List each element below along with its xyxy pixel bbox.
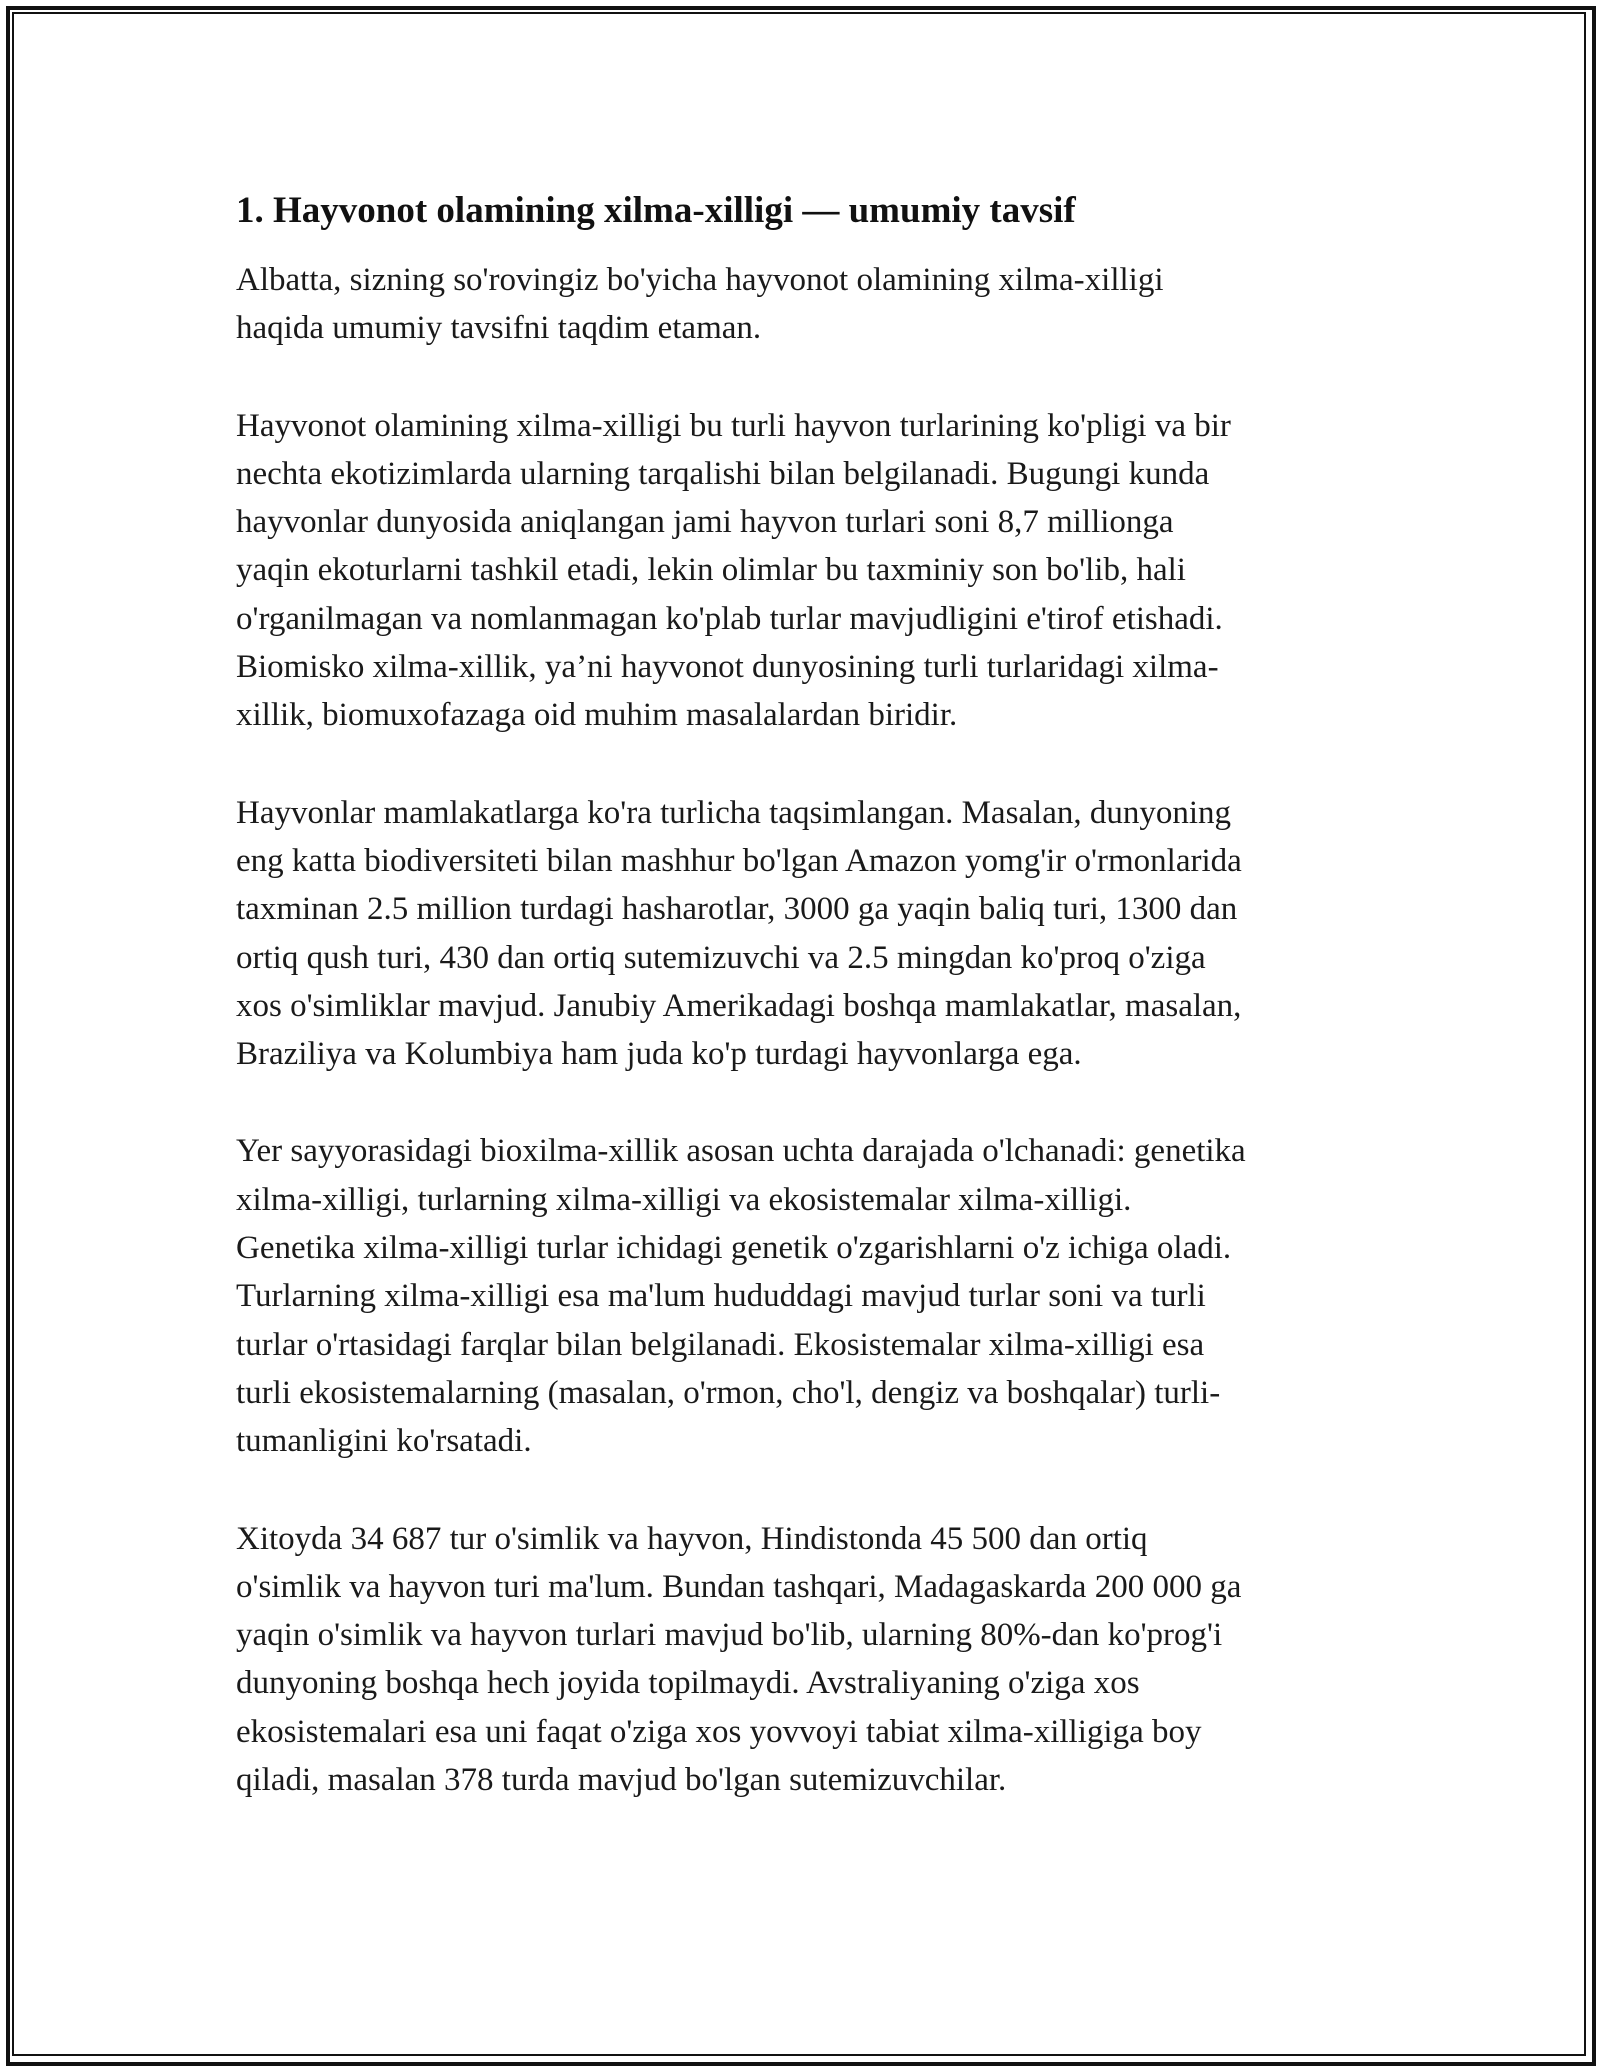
paragraph-line: ekosistemalari esa uni faqat o'ziga xos yovvoyi tabiat xilma-xilligiga boy — [236, 1713, 1202, 1750]
paragraph-line: yaqin ekoturlarni tashkil etadi, lekin olimlar bu taxminiy son bo'lib, hali — [236, 552, 1186, 589]
paragraph-line: turli ekosistemalarning (masalan, o'rmon, cho'l, dengiz va boshqalar) turli- — [236, 1374, 1221, 1411]
paragraph-line: taxminan 2.5 million turdagi hasharotlar, 3000 ga yaqin baliq turi, 1300 dan — [236, 891, 1238, 928]
paragraph-line: haqida umumiy tavsifni taqdim etaman. — [236, 310, 762, 347]
paragraph-line: ortiq qush turi, 430 dan ortiq sutemizuvchi va 2.5 mingdan ko'proq o'ziga — [236, 939, 1206, 976]
paragraph-line: Xitoyda 34 687 tur o'simlik va hayvon, Hindistonda 45 500 dan ortiq — [236, 1520, 1148, 1557]
paragraph-line: Genetika xilma-xilligi turlar ichidagi genetik o'zgarishlarni o'z ichiga oladi. — [236, 1230, 1232, 1267]
paragraph-line: hayvonlar dunyosida aniqlangan jami hayvon turlari soni 8,7 millionga — [236, 504, 1174, 541]
section-heading: 1. Hayvonot olamining xilma-xilligi — umumiy tavsif — [236, 190, 1076, 231]
body-paragraph — [236, 402, 1376, 740]
paragraph-line: o'simlik va hayvon turi ma'lum. Bundan tashqari, Madagaskarda 200 000 ga — [236, 1568, 1242, 1605]
paragraph-line: Hayvonlar mamlakatlarga ko'ra turlicha taqsimlangan. Masalan, dunyoning — [236, 794, 1232, 831]
document-body — [236, 186, 1376, 1853]
body-paragraph — [236, 256, 1376, 353]
body-paragraph — [236, 1515, 1376, 1805]
paragraph-line: qiladi, masalan 378 turda mavjud bo'lgan sutemizuvchilar. — [236, 1762, 1007, 1799]
paragraph-list — [236, 256, 1376, 1804]
paragraph-line: Yer sayyorasidagi bioxilma-xillik asosan uchta darajada o'lchanadi: genetika — [236, 1133, 1246, 1170]
paragraph-line: yaqin o'simlik va hayvon turlari mavjud bo'lib, ularning 80%-dan ko'prog'i — [236, 1617, 1223, 1654]
paragraph-line: turlar o'rtasidagi farqlar bilan belgilanadi. Ekosistemalar xilma-xilligi esa — [236, 1326, 1205, 1363]
paragraph-line: Biomisko xilma-xillik, ya’ni hayvonot dunyosining turli turlaridagi xilma- — [236, 649, 1219, 686]
paragraph-line: Turlarning xilma-xilligi esa ma'lum hududdagi mavjud turlar soni va turli — [236, 1278, 1206, 1315]
paragraph-line: xos o'simliklar mavjud. Janubiy Amerikadagi boshqa mamlakatlar, masalan, — [236, 987, 1242, 1024]
paragraph-line: nechta ekotizimlarda ularning tarqalishi bilan belgilanadi. Bugungi kunda — [236, 455, 1210, 492]
body-paragraph — [236, 1127, 1376, 1465]
paragraph-line: dunyoning boshqa hech joyida topilmaydi. Avstraliyaning o'ziga xos — [236, 1665, 1140, 1702]
paragraph-line: tumanligini ko'rsatadi. — [236, 1423, 532, 1460]
body-paragraph — [236, 789, 1376, 1079]
paragraph-line: eng katta biodiversiteti bilan mashhur bo'lgan Amazon yomg'ir o'rmonlarida — [236, 842, 1242, 879]
paragraph-line: o'rganilmagan va nomlanmagan ko'plab turlar mavjudligini e'tirof etishadi. — [236, 600, 1223, 637]
paragraph-line: xillik, biomuxofazaga oid muhim masalalardan biridir. — [236, 697, 958, 734]
paragraph-line: Hayvonot olamining xilma-xilligi bu turli hayvon turlarining ko'pligi va bir — [236, 407, 1231, 444]
paragraph-line: Braziliya va Kolumbiya ham juda ko'p turdagi hayvonlarga ega. — [236, 1036, 1082, 1073]
paragraph-line: Albatta, sizning so'rovingiz bo'yicha hayvonot olamining xilma-xilligi — [236, 262, 1164, 298]
paragraph-line: xilma-xilligi, turlarning xilma-xilligi va ekosistemalar xilma-xilligi. — [236, 1181, 1132, 1218]
